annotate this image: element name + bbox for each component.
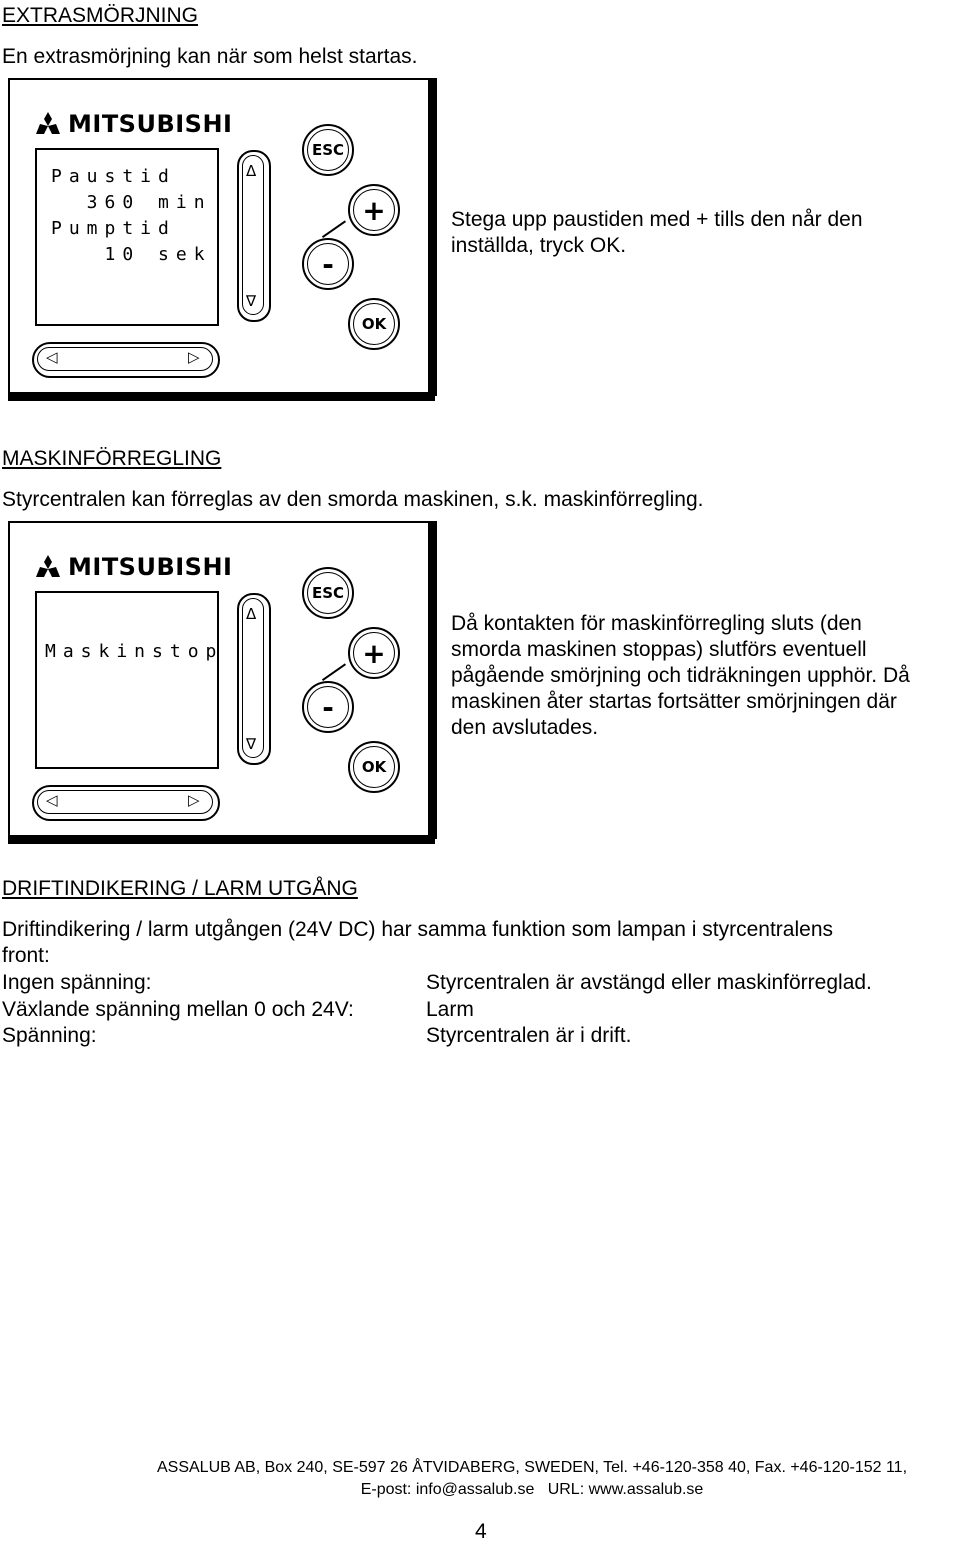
section-heading-driftindikering: DRIFTINDIKERING / LARM UTGÅNG	[2, 877, 358, 900]
ok-button[interactable]: OK	[348, 741, 400, 793]
esc-button[interactable]: ESC	[302, 567, 354, 619]
down-arrow-icon[interactable]: ∇	[246, 735, 257, 753]
up-down-rocker	[237, 593, 271, 765]
footer-contact: E-post: info@assalub.se URL: www.assalub.se	[360, 1481, 704, 1498]
plus-button[interactable]: +	[348, 627, 400, 679]
section-heading-extrasmorjning: EXTRASMÖRJNING	[2, 4, 199, 27]
lcd-line: 360 min	[51, 192, 212, 213]
status-label: Växlande spänning mellan 0 och 24V:	[2, 998, 354, 1021]
lcd-line: Pumptid	[51, 218, 176, 239]
controller-panel-maskinstop	[8, 521, 430, 837]
down-arrow-icon[interactable]: ∇	[246, 292, 257, 310]
status-value: Styrcentralen är avstängd eller maskinförreglad.	[426, 971, 872, 994]
caption-line: den avslutades.	[451, 716, 599, 739]
mitsubishi-logo: MITSUBISHI	[34, 110, 232, 138]
up-arrow-icon[interactable]: Δ	[246, 605, 257, 623]
page-number: 4	[475, 1520, 487, 1543]
footer-address: ASSALUB AB, Box 240, SE-597 26 ÅTVIDABERG, SWEDEN, Tel. +46-120-358 40, Fax. +46-120-152 11,	[156, 1459, 908, 1476]
section-text-driftindikering: Driftindikering / larm utgången (24V DC) har samma funktion som lampan i styrcentralens	[2, 918, 834, 941]
mitsubishi-logo: MITSUBISHI	[34, 553, 232, 581]
right-arrow-icon[interactable]: ▷	[188, 791, 200, 809]
lcd-display	[35, 591, 224, 769]
esc-button[interactable]: ESC	[302, 124, 354, 176]
status-value: Larm	[426, 998, 474, 1021]
status-value: Styrcentralen är i drift.	[426, 1024, 632, 1047]
ok-button[interactable]: OK	[348, 298, 400, 350]
status-label: Spänning:	[2, 1024, 97, 1047]
caption-line: Stega upp paustiden med + tills den når den	[451, 208, 863, 231]
lcd-line: 10 sek	[51, 244, 212, 265]
left-right-rocker	[32, 785, 220, 821]
minus-button[interactable]: -	[302, 238, 354, 290]
lcd-line: Maskinstop	[45, 641, 224, 662]
lcd-line: Paustid	[51, 166, 176, 187]
left-arrow-icon[interactable]: ◁	[46, 791, 58, 809]
minus-button[interactable]: -	[302, 681, 354, 733]
status-label: Ingen spänning:	[2, 971, 152, 994]
section-text-maskinforregling: Styrcentralen kan förreglas av den smorda maskinen, s.k. maskinförregling.	[2, 488, 704, 511]
caption-line: inställda, tryck OK.	[451, 234, 627, 257]
plus-button[interactable]: +	[348, 184, 400, 236]
up-arrow-icon[interactable]: Δ	[246, 162, 257, 180]
caption-line: smorda maskinen stoppas) slutförs eventuell	[451, 638, 867, 661]
mitsubishi-diamonds-icon	[34, 555, 62, 579]
right-arrow-icon[interactable]: ▷	[188, 348, 200, 366]
controller-panel-paustid	[8, 78, 430, 394]
left-right-rocker	[32, 342, 220, 378]
section-heading-maskinforregling: MASKINFÖRREGLING	[2, 447, 222, 470]
section-text-driftindikering: front:	[2, 944, 50, 967]
up-down-rocker	[237, 150, 271, 322]
lcd-display	[35, 148, 219, 326]
section-text-extrasmorjning: En extrasmörjning kan när som helst startas.	[2, 45, 418, 68]
left-arrow-icon[interactable]: ◁	[46, 348, 58, 366]
caption-line: Då kontakten för maskinförregling sluts (den	[451, 612, 862, 635]
mitsubishi-diamonds-icon	[34, 112, 62, 136]
caption-line: maskinen åter startas fortsätter smörjningen där	[451, 690, 897, 713]
caption-line: pågående smörjning och tidräkningen upphör. Då	[451, 664, 910, 687]
